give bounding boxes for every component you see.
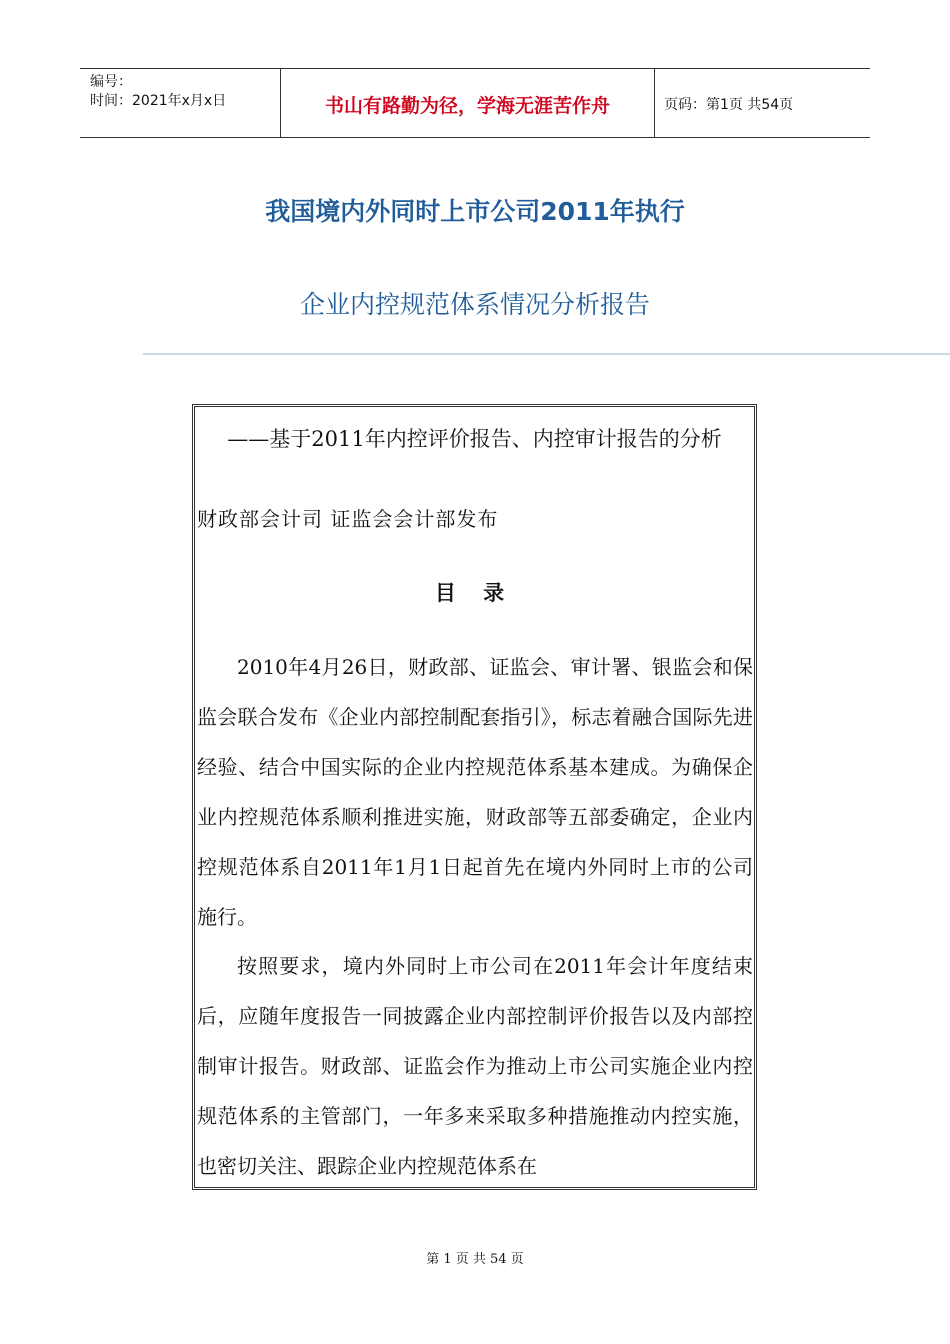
- toc-heading: 目 录: [434, 580, 515, 605]
- document-title-line-1: 我国境内外同时上市公司2011年执行: [265, 197, 685, 226]
- body-paragraph: 按照要求，境内外同时上市公司在2011年会计年度结束后，应随年度报告一同披露企业内部控制评价报告以及内部控制审计报告。财政部、证监会作为推动上市公司实施企业内控规范体系的主管部门，一年多来采取多种措施推动内控实施，也密切关注、跟踪企业内控规范体系在: [197, 954, 753, 1178]
- title-divider: [143, 353, 950, 355]
- header-page-info: 页码：第1页 共54页: [664, 97, 794, 113]
- document-number-label: 编号：: [90, 74, 132, 90]
- header-motto: 书山有路勤为径，学海无涯苦作舟: [324, 95, 610, 117]
- body-paragraph: 2010年4月26日，财政部、证监会、审计署、银监会和保监会联合发布《企业内部控制配套指引》，标志着融合国际先进经验、结合中国实际的企业内控规范体系基本建成。为确保企业内控规范体系顺利推进实施，财政部等五部委确定，企业内控规范体系自2011年1月1日起首先在境内外同时上市的公司施行。: [197, 655, 753, 929]
- page-footer: 第 1 页 共 54 页: [426, 1252, 524, 1267]
- document-time-label: 时间：2021年x月x日: [90, 93, 227, 109]
- header-meta-cell: [80, 69, 280, 137]
- content-frame: [192, 404, 757, 1190]
- document-title-line-2: 企业内控规范体系情况分析报告: [299, 290, 650, 319]
- header-table: [80, 68, 870, 138]
- document-subtitle: ——基于2011年内控评价报告、内控审计报告的分析: [227, 427, 722, 451]
- document-issuer: 财政部会计司 证监会会计部发布: [197, 507, 499, 531]
- header-page-cell: [654, 69, 870, 137]
- header-motto-cell: [280, 69, 655, 137]
